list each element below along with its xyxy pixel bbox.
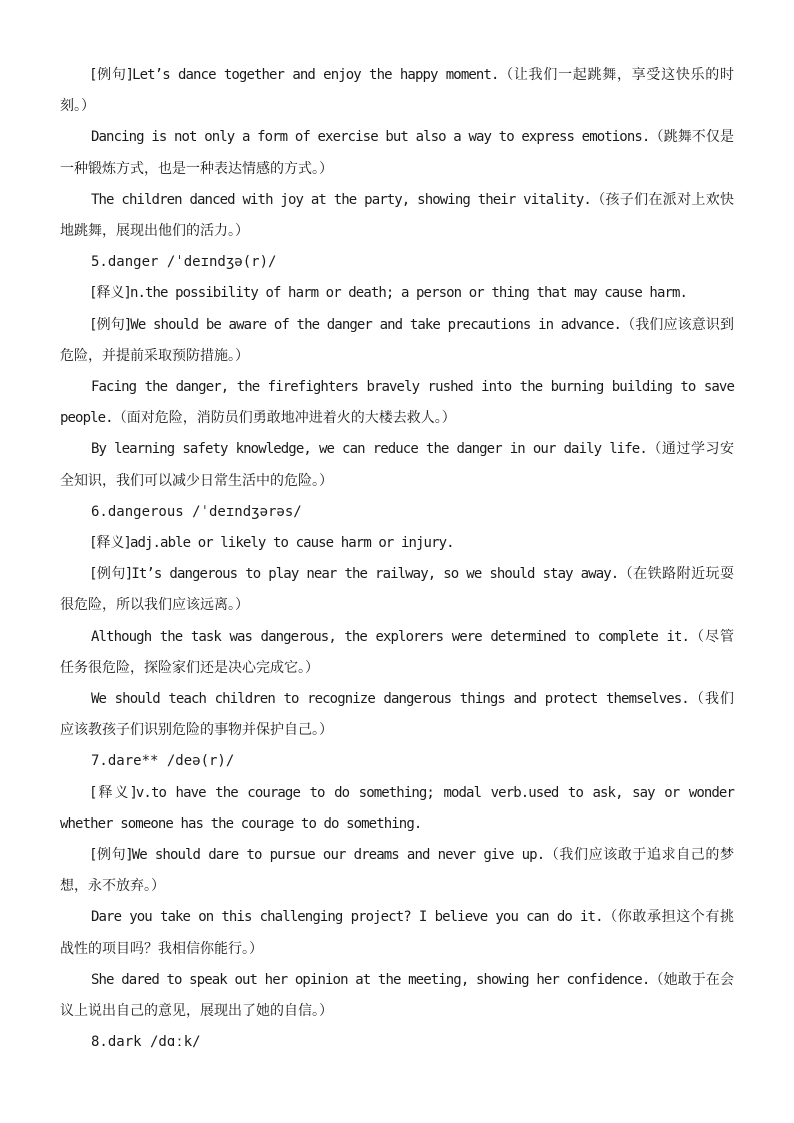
example-sentence [60, 122, 734, 184]
definition-text: n.the possibility of harm or death; a person or thing that may cause harm. [129, 285, 688, 302]
example-tag: [例句] [91, 847, 132, 864]
example-chinese: （我们应该教孩子们识别危险的事物并保护自己。） [60, 691, 735, 739]
example-english: We should teach children to recognize dangerous things and protect themselves. [91, 691, 689, 708]
headword: 6.dangerous /ˈdeɪndʒərəs/ [91, 503, 302, 520]
example-tag: [例句] [91, 67, 133, 83]
definition [60, 528, 734, 559]
example-chinese: （尽管任务很危险，探险家们还是决心完成它。） [60, 628, 734, 676]
example-chinese: （跳舞不仅是一种锻炼方式，也是一种表达情感的方式。） [60, 129, 734, 177]
example-sentence [60, 60, 734, 122]
example-sentence [60, 965, 734, 1027]
example-english: We should be aware of the danger and take precautions in advance. [130, 316, 622, 333]
document-page [60, 60, 734, 1059]
example-english: Although the task was dangerous, the explorers were determined to complete it. [91, 628, 690, 645]
definition [60, 278, 734, 309]
definition-tag: [释义] [91, 784, 136, 801]
example-chinese: （我们应该敢于追求自己的梦想，永不放弃。） [60, 847, 734, 895]
example-sentence [60, 310, 734, 372]
example-english: The children danced with joy at the party, showing their vitality. [91, 191, 591, 208]
example-english: By learning safety knowledge, we can reduce the danger in our daily life. [91, 441, 647, 458]
example-tag: [例句] [91, 316, 131, 333]
definition-text: adj.able or likely to cause harm or injury. [129, 535, 454, 552]
definition-tag: [释义] [91, 285, 130, 302]
example-chinese: （我们应该意识到危险，并提前采取预防措施。） [60, 316, 734, 364]
definition [60, 778, 734, 840]
example-english: Dare you take on this challenging project? I believe you can do it. [91, 909, 603, 926]
example-english: We should dare to pursue our dreams and never give up. [131, 847, 545, 864]
example-sentence [60, 840, 734, 902]
example-tag: [例句] [91, 566, 132, 583]
headword: 7.dare** /deə(r)/ [91, 753, 235, 770]
example-sentence [60, 185, 734, 247]
example-chinese: （让我们一起跳舞，享受这快乐的时刻。） [60, 67, 734, 115]
headword: 8.dark /dɑːk/ [91, 1034, 201, 1051]
example-chinese: （在铁路附近玩耍很危险，所以我们应该远离。） [60, 566, 734, 614]
example-chinese: （孩子们在派对上欢快地跳舞，展现出他们的活力。） [60, 191, 734, 240]
example-sentence [60, 684, 734, 746]
headword: 5.danger /ˈdeɪndʒə(r)/ [91, 254, 277, 271]
example-chinese: （你敢承担这个有挑战性的项目吗？我相信你能行。） [60, 909, 734, 957]
example-english: It’s dangerous to play near the railway, so we should stay away. [131, 566, 619, 583]
example-english: Dancing is not only a form of exercise but also a way to express emotions. [91, 129, 650, 146]
example-sentence [60, 559, 734, 621]
example-sentence [60, 372, 734, 434]
example-sentence [60, 902, 734, 964]
example-chinese: （她敢于在会议上说出自己的意见，展现出了她的自信。） [60, 971, 734, 1020]
definition-tag: [释义] [91, 535, 130, 552]
example-sentence [60, 622, 734, 684]
example-english: She dared to speak out her opinion at the meeting, showing her confidence. [91, 971, 650, 988]
example-english: Facing the danger, the firefighters bravely rushed into the burning building to save people. [60, 379, 734, 427]
example-sentence [60, 434, 734, 496]
definition-text: v.to have the courage to do something; modal verb.used to ask, say or wonder whether someone has the courage to do something. [60, 784, 734, 832]
example-english: Let’s dance together and enjoy the happy moment. [132, 67, 499, 83]
example-chinese: （通过学习安全知识，我们可以减少日常生活中的危险。） [60, 441, 734, 489]
example-chinese: （面对危险，消防员们勇敢地冲进着火的大楼去救人。） [112, 410, 456, 427]
